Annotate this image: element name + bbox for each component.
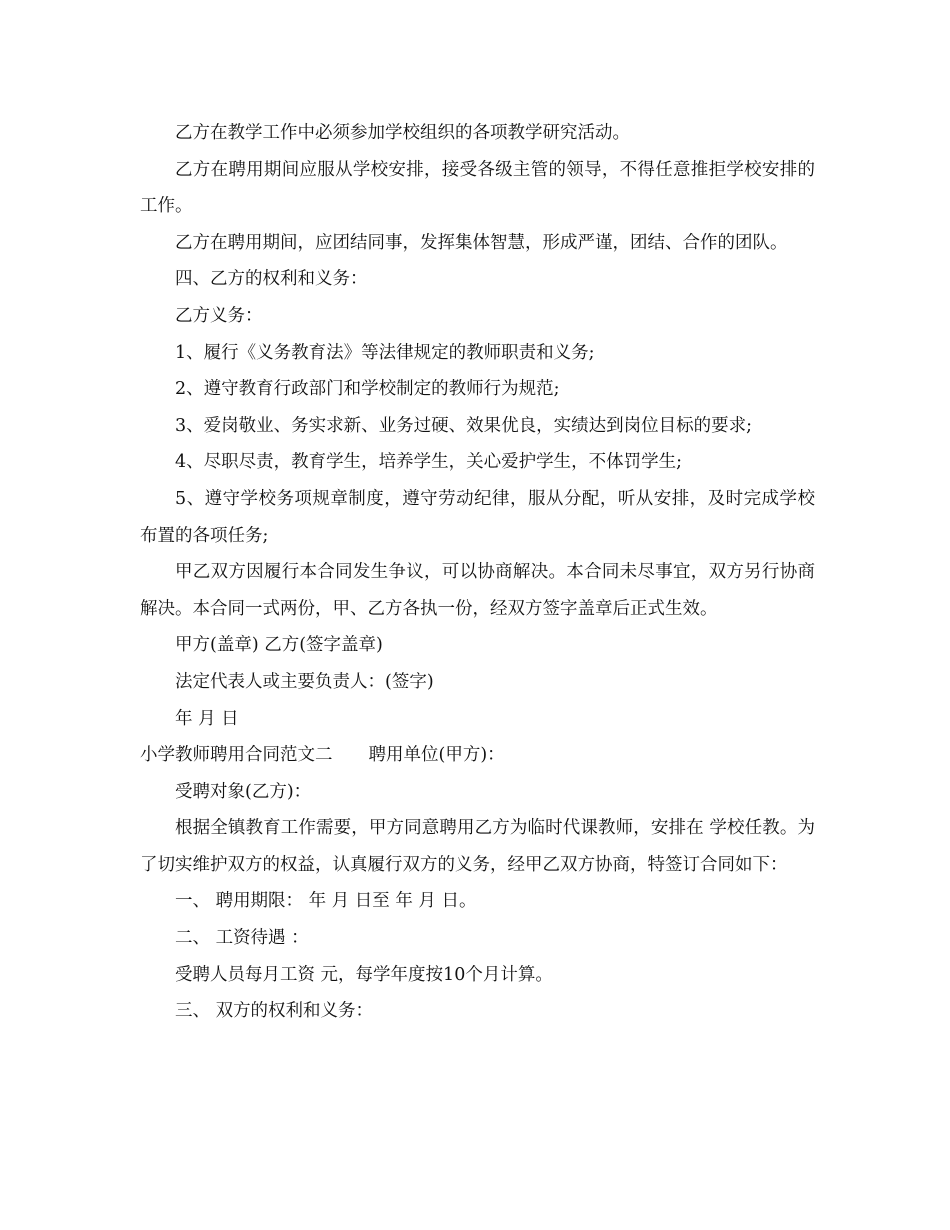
list-item: 1、履行《义务教育法》等法律规定的教师职责和义务; [175,342,595,363]
employer-label: 聘用单位(甲方)： [368,745,505,766]
paragraph: 甲乙双方因履行本合同发生争议，可以协商解决。本合同未尽事宜，双方另行协商解决。本合同一式两份，甲、乙方各执一份，经双方签字盖章后正式生效。 [140,562,815,619]
paragraph: 乙方在教学工作中必须参加学校组织的各项教学研究活动。 [175,123,630,143]
clause: 二、 工资待遇 ： [175,928,309,949]
section-heading: 四、乙方的权利和义务： [175,269,368,290]
list-item: 5、遵守学校务项规章制度，遵守劳动纪律，服从分配，听从安排，及时完成学校布置的各项任务; [140,488,815,546]
list-item: 2、遵守教育行政部门和学校制定的教师行为规范; [175,379,560,400]
document-body [140,115,815,1030]
signature-line: 法定代表人或主要负责人：(签字) [175,671,434,692]
clause: 三、 双方的权利和义务： [175,1001,374,1022]
paragraph: 乙方在聘用期间应服从学校安排，接受各级主管的领导，不得任意推拒学校安排的工作。 [140,159,815,217]
list-item: 3、爱岗敬业、务实求新、业务过硬、效果优良，实绩达到岗位目标的要求; [175,415,753,436]
paragraph: 受聘对象(乙方)： [175,781,312,802]
section-title: 小学教师聘用合同范文二 [140,745,333,766]
paragraph: 根据全镇教育工作需要，甲方同意聘用乙方为临时代课教师，安排在 学校任教。为了切实维护双方的权益，认真履行双方的义务，经甲乙双方协商，特签订合同如下： [140,818,815,875]
paragraph: 乙方义务： [175,305,263,326]
date-line: 年 月 日 [175,708,239,729]
list-item: 4、尽职尽责，教育学生，培养学生，关心爱护学生，不体罚学生; [175,452,683,473]
clause: 一、 聘用期限： 年 月 日至 年 月 日。 [175,891,477,912]
signature-line: 甲方(盖章) 乙方(签字盖章) [175,635,383,656]
section-title-line [140,737,815,774]
paragraph: 乙方在聘用期间，应团结同事，发挥集体智慧，形成严谨，团结、合作的团队。 [175,232,788,253]
paragraph: 受聘人员每月工资 元，每学年度按10个月计算。 [175,964,553,985]
